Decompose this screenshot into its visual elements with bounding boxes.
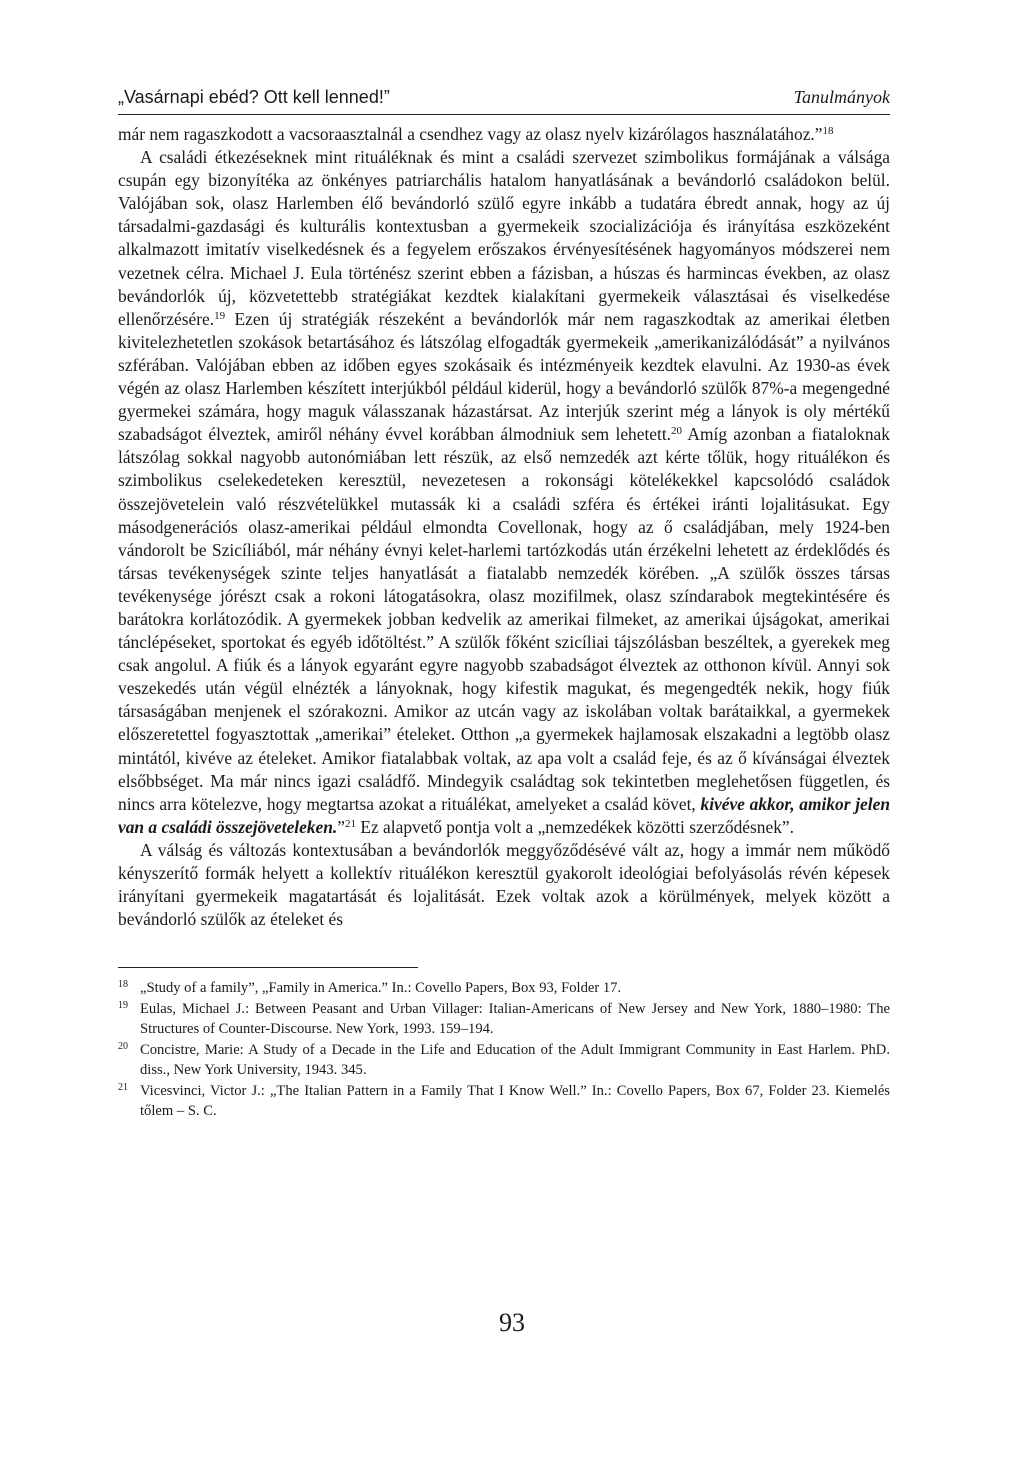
footnote-separator: [118, 967, 418, 968]
footnotes: [118, 978, 890, 1122]
footnote-21: [118, 1081, 890, 1122]
footnote-text: Eulas, Michael J.: Between Peasant and Urban Villager: Italian-Americans of New Jersey and New York, 1880–1980: The Structures of Counter-Discourse. New York, 1993. 159–194.: [140, 1000, 890, 1038]
footnote-18: [118, 978, 890, 999]
paragraph-2-emphasis: kivéve akkor, amikor jelen van a családi összejöveteleken.: [118, 793, 890, 837]
footnote-number: 21: [118, 1081, 128, 1093]
paragraph-3: [118, 839, 890, 931]
page-number: 93: [499, 1308, 525, 1337]
footnote-ref-19: 19: [214, 309, 226, 322]
paragraph-1: [118, 123, 890, 146]
footnote-number: 18: [118, 979, 128, 991]
footnote-ref-18: 18: [822, 125, 834, 137]
running-header-section: Tanulmányok: [793, 87, 890, 107]
paragraph-2-part-a: A családi étkezéseknek mint rituáléknak és mint a családi szervezet szimbolikus formájának a válsága csupán egy bizonyítéka az önkényes patriarchális hatalom hanyatlásának a bevándorló családokon belül. Valójában sok, olasz Harlemben élő bevándorló szülő egyre inkább a tudatára ébredt annak, hogy az új társadalmi-gazdasági és kulturális kontextusban a gyermekeik szocializációja és irányítása eszközeként alkalmazott imitatív viselkedésnek és a fegyelem erőszakos érvényesítésének hagyományos módszerei nem vezetnek célra. Michael J. Eula történész szerint ebben a fázisban, a húszas és harmincas években, az olasz bevándorlók új, közvetettebb stratégiákat kezdtek kialakítani gyermekeik választásai és viselkedése ellenőrzésére.: [118, 147, 890, 329]
footnote-19: [118, 999, 890, 1040]
footnote-ref-21: 21: [345, 817, 357, 830]
footnote-text: Vicesvinci, Victor J.: „The Italian Pattern in a Family That I Know Well.” In.: Covello Papers, Box 67, Folder 23. Kiemelés tőlem – S. C.: [140, 1082, 890, 1120]
running-header-title: „Vasárnapi ebéd? Ott kell lenned!”: [118, 87, 390, 107]
paragraph-1-text: már nem ragaszkodott a vacsoraasztalnál a csendhez vagy az olasz nyelv kizárólagos használatához.”: [118, 124, 823, 144]
paragraph-2-part-c: Amíg azonban a fiataloknak látszólag sokkal nagyobb autonómiában lett részük, az első nemzedék azt kérte tőlük, hogy rituálékon és szimbolikus cselekedeteken keresztül, nevezetesen a rokonsági kötelékekkel kapcsolódó családok összejövetelein való részvételükkel mutassák ki a családi szféra és értékei iránti lojalitásukat. Egy másodgenerációs olasz-amerikai például elmondta Covellonak, hogy az ő családjában, mely 1924-ben vándorolt be Szicíliából, már néhány évnyi kelet-harlemi tartózkodás után érzékelni lehetett az érdeklődés és társas tevékenységek szinte teljes hanyatlását a fiatalabb nemzedék körében. „A szülők összes társas tevékenysége jórészt csak a rokoni látogatásokra, olasz mozifilmek, olasz színdarabok megtekintésére és barátokra korlátozódik. A gyermekek jobban kedvelik az amerikai filmeket, az amerikai újságokat, amerikai tánclépéseket, sportokat és egyéb időtöltést.” A szülők főként szicíliai tájszólásban beszéltek, a gyerekek meg csak angolul. A fiúk és a lányok egyaránt egyre nagyobb szabadságot élveztek az otthonon kívül. Annyi sok veszekedés után végül elnézték a lányoknak, hogy kifestik magukat, és megengedték nekik, hogy fiúk társaságában menjenek el szórakozni. Amikor az utcán vagy az iskolában voltak barátaikkal, a gyermekek előszeretettel fogyasztottak „amerikai” ételeket. Otthon „a gyermekek hajlamosak elszakadni a legtöbb olasz mintától, kivéve az ételeket. Amikor fiatalabbak voltak, az apa volt a család feje, és az ő kívánságai élveztek elsőbbséget. Ma már nincs igazi családfő. Mindegyik családtag sok tekintetben meglehetősen független, és nincs arra kötelezve, hogy megtartsa azokat a rituálékat, amelyeket a család követ,: [118, 424, 890, 814]
page-content: [118, 86, 890, 1122]
footnote-20: [118, 1040, 890, 1081]
footnote-text: „Study of a family”, „Family in America.” In.: Covello Papers, Box 93, Folder 17.: [140, 980, 622, 997]
footnote-ref-20: 20: [671, 425, 683, 438]
footnote-number: 20: [118, 1040, 128, 1052]
paragraph-2-part-b: Ezen új stratégiák részeként a bevándorlók már nem ragaszkodtak az amerikai életben kivitelezhetetlen szokások betartásához és látszólag elfogadták gyermekeik „amerikanizálódását” a nyilvános szférában. Valójában ebben az időben egyes szokásaik és intézményeik kezdtek elavulni. Az 1930-as évek végén az olasz Harlemben készített interjúkból például kiderül, hogy a bevándorló szülők 87%-a megengedné gyermekei számára, hogy maguk válasszanak házastársat. Az interjúk szerint még a lányok is oly mértékű szabadságot élveztek, amiről néhány évvel korábban álmodniuk sem lehetett.: [118, 308, 890, 445]
paragraph-2-quote-close: ”: [337, 816, 346, 837]
article-body: [118, 123, 890, 931]
footnote-text: Concistre, Marie: A Study of a Decade in the Life and Education of the Adult Immigrant Community in East Harlem. PhD. diss., New York University, 1943. 345.: [140, 1041, 890, 1079]
footnote-number: 19: [118, 999, 128, 1011]
running-header: [118, 86, 890, 115]
paragraph-2: [118, 146, 890, 839]
paragraph-2-part-e: Ez alapvető pontja volt a „nemzedékek közötti szerződésnek”.: [356, 816, 794, 837]
paragraph-3-text: A válság és változás kontextusában a bevándorlók meggyőződésévé vált az, hogy a immár nem működő kényszerítő formák helyett a kollektív rituálékon keresztül gyakorolt ideológiai befolyásolás révén képesek irányítani gyermekeik magatartását és lojalitását. Ezek voltak azok a körülmények, melyek között a bevándorló szülők az ételeket és: [118, 839, 890, 930]
